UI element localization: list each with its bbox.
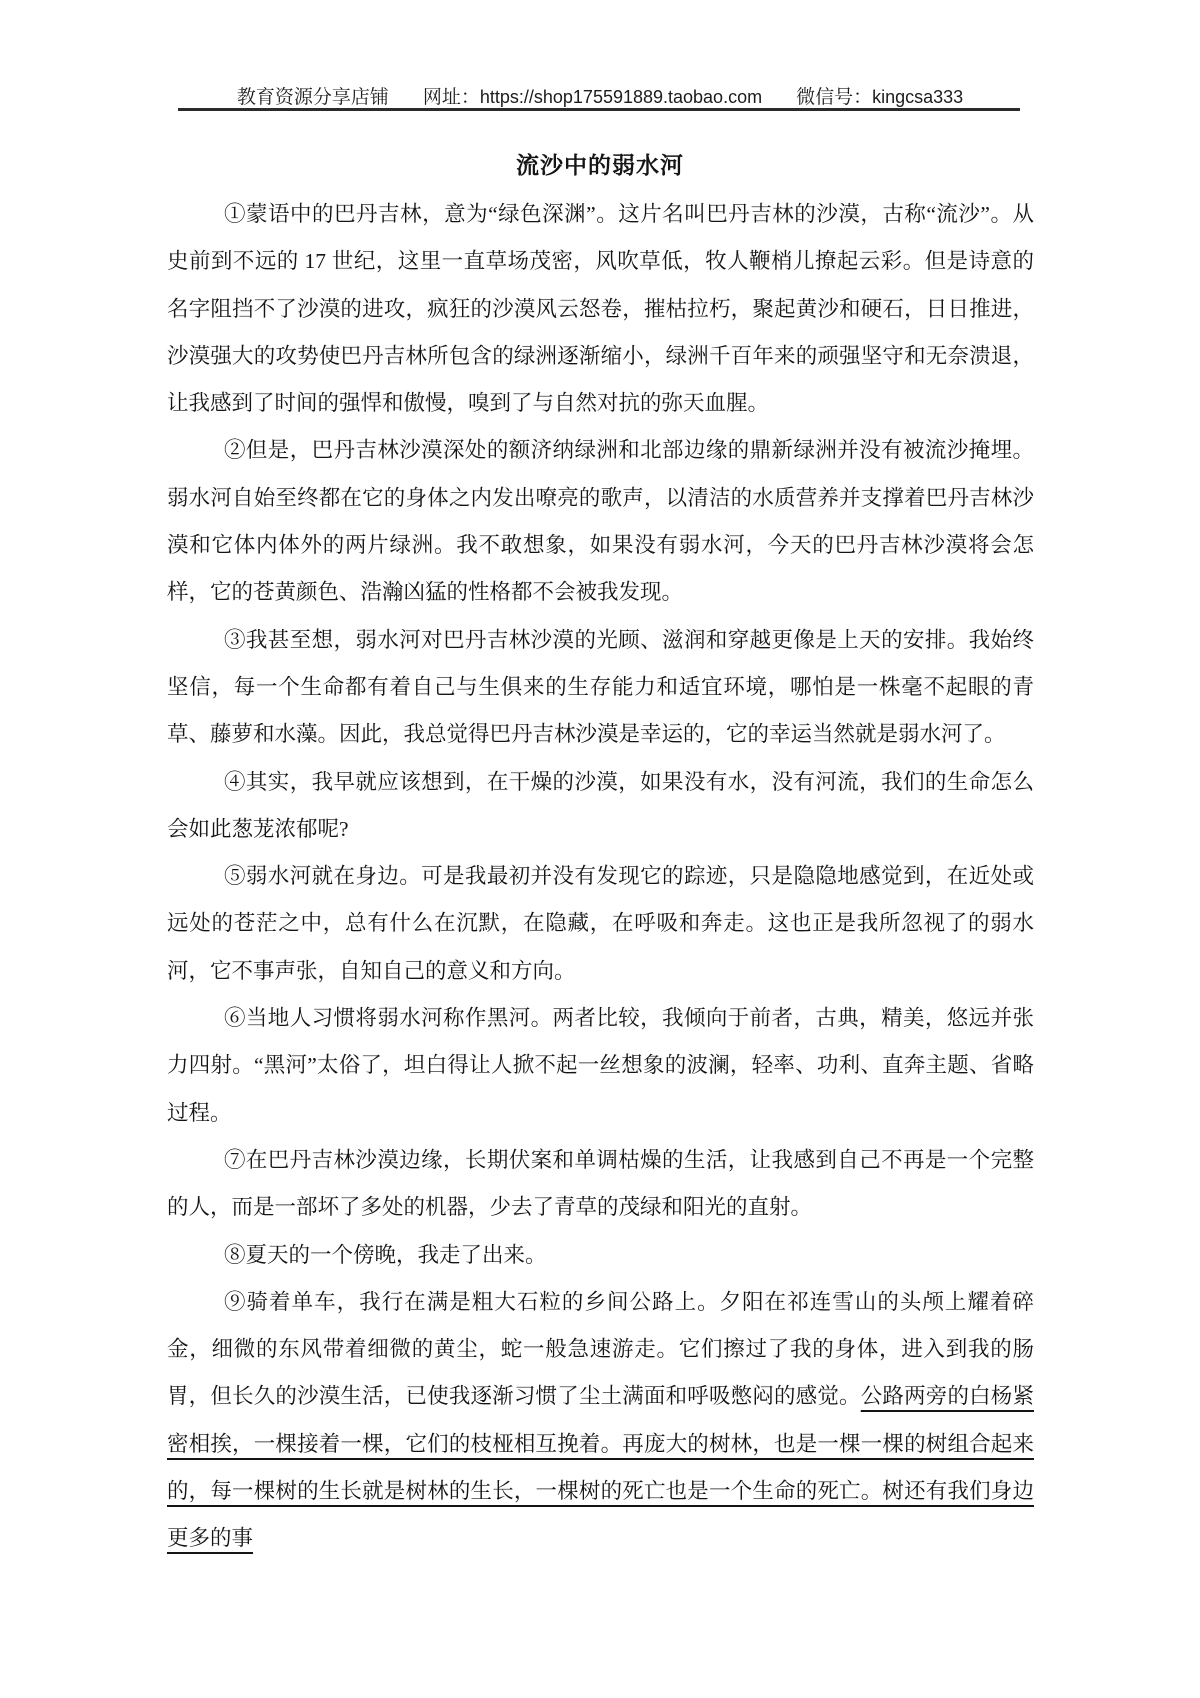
paragraph-9 bbox=[167, 1279, 1034, 1563]
underlined-passage: 公路两旁的白杨紧密相挨，一棵接着一棵，它们的枝桠相互挽着。再庞大的树林，也是一棵一棵的树组合起来的，每一棵树的生长就是树林的生长，一棵树的死亡也是一个生命的死亡。树还有我们身边更多的事 bbox=[167, 1384, 1034, 1551]
paragraph-6 bbox=[167, 995, 1034, 1137]
paragraph-2 bbox=[167, 427, 1034, 616]
article-body bbox=[167, 191, 1034, 1563]
paragraph-text: ⑦在巴丹吉林沙漠边缘，长期伏案和单调枯燥的生活，让我感到自己不再是一个完整的人，而是一部坏了多处的机器，少去了青草的茂绿和阳光的直射。 bbox=[167, 1147, 1034, 1220]
paragraph-1 bbox=[167, 191, 1034, 427]
paragraph-5 bbox=[167, 853, 1034, 995]
paragraph-text: ④其实，我早就应该想到，在干燥的沙漠，如果没有水，没有河流，我们的生命怎么会如此葱茏浓郁呢? bbox=[167, 769, 1034, 841]
wechat-id bbox=[796, 82, 963, 109]
paragraph-8 bbox=[167, 1232, 1034, 1279]
paragraph-text: ③我甚至想，弱水河对巴丹吉林沙漠的光顾、滋润和穿越更像是上天的安排。我始终坚信，每一个生命都有着自己与生俱来的生存能力和适宜环境，哪怕是一株毫不起眼的青草、藤萝和水藻。因此，我总觉得巴丹吉林沙漠是幸运的，它的幸运当然就是弱水河了。 bbox=[167, 627, 1034, 747]
url-value: https://shop175591889.taobao.com bbox=[479, 87, 763, 107]
article-title: 流沙中的弱水河 bbox=[516, 153, 684, 178]
paragraph-3 bbox=[167, 617, 1034, 759]
paragraph-text: ⑨骑着单车，我行在满是粗大石粒的乡间公路上。夕阳在祁连雪山的头颅上耀着碎金，细微的东风带着细微的黄尘，蛇一般急速游走。它们擦过了我的身体，进入到我的肠胃，但长久的沙漠生活，已使我逐渐习惯了尘土满面和呼吸憋闷的感觉。 bbox=[167, 1289, 1034, 1409]
page-header bbox=[0, 82, 1200, 109]
site-url bbox=[423, 82, 762, 109]
paragraph-text: ⑥当地人习惯将弱水河称作黑河。两者比较，我倾向于前者，古典，精美，悠远并张力四射。“黑河”太俗了，坦白得让人掀不起一丝想象的波澜，轻率、功利、直奔主题、省略过程。 bbox=[167, 1006, 1034, 1125]
wechat-value: kingcsa333 bbox=[872, 87, 964, 107]
store-name: 教育资源分享店铺 bbox=[236, 87, 389, 108]
paragraph-text: ⑤弱水河就在身边。可是我最初并没有发现它的踪迹，只是隐隐地感觉到，在近处或远处的苍茫之中，总有什么在沉默，在隐藏，在呼吸和奔走。这也正是我所忽视了的弱水河，它不事声张，自知自己的意义和方向。 bbox=[167, 864, 1034, 983]
wechat-label: 微信号： bbox=[796, 87, 873, 108]
paragraph-7 bbox=[167, 1137, 1034, 1232]
header-divider bbox=[178, 108, 1020, 111]
paragraph-text: ①蒙语中的巴丹吉林，意为“绿色深渊”。这片名叫巴丹吉林的沙漠，古称“流沙”。从史前到不远的 17 世纪，这里一直草场茂密，风吹草低，牧人鞭梢儿撩起云彩。但是诗意的名字阻挡不了沙漠的进攻，疯狂的沙漠风云怒卷，摧枯拉朽，聚起黄沙和硬石，日日推进，沙漠强大的攻势使巴丹吉林所包含的绿洲逐渐缩小，绿洲千百年来的顽强坚守和无奈溃退，让我感到了时间的强悍和傲慢，嗅到了与自然对抗的弥天血腥。 bbox=[167, 202, 1034, 416]
url-label: 网址： bbox=[422, 87, 480, 108]
paragraph-text: ⑧夏天的一个傍晚，我走了出来。 bbox=[224, 1242, 547, 1267]
paragraph-4 bbox=[167, 759, 1034, 854]
paragraph-text: ②但是，巴丹吉林沙漠深处的额济纳绿洲和北部边缘的鼎新绿洲并没有被流沙掩埋。弱水河自始至终都在它的身体之内发出嘹亮的歌声，以清洁的水质营养并支撑着巴丹吉林沙漠和它体内体外的两片绿洲。我不敢想象，如果没有弱水河，今天的巴丹吉林沙漠将会怎样，它的苍黄颜色、浩瀚凶猛的性格都不会被我发现。 bbox=[167, 438, 1034, 605]
